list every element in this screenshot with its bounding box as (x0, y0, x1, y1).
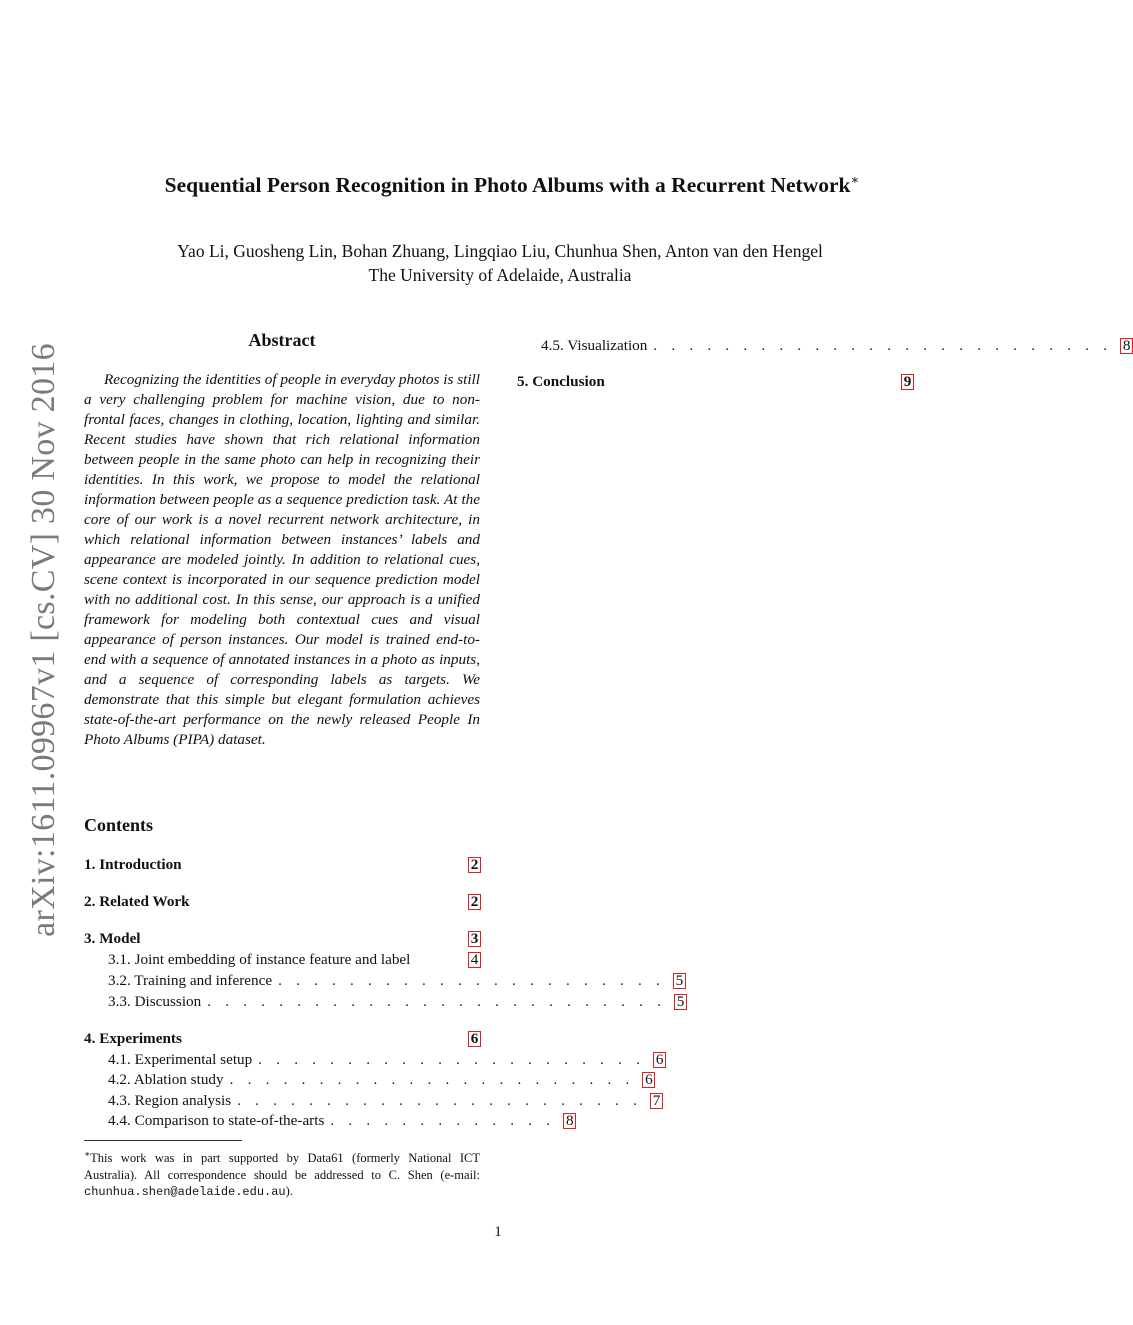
toc-page-link[interactable]: 2 (468, 894, 481, 910)
toc-entry-label: 3.3. Discussion (108, 993, 202, 1010)
toc-page-link[interactable]: 8 (563, 1113, 576, 1129)
toc-entry-label: 4. Experiments (84, 1030, 182, 1047)
paper-title (0, 172, 1024, 198)
footnote (84, 1146, 480, 1201)
toc-leader-dots: . . . . . . . . . . . . . . . . . . . . . . . . . . (207, 993, 667, 1010)
toc-page-link[interactable]: 3 (468, 931, 481, 947)
toc-entry[interactable] (84, 855, 481, 875)
toc-entry[interactable] (108, 971, 684, 991)
footnote-email-link[interactable]: chunhua.shen@adelaide.edu.au (84, 1185, 286, 1199)
toc-page-link[interactable]: 4 (468, 952, 481, 968)
toc-entry[interactable] (108, 1050, 664, 1070)
toc-entry[interactable] (108, 1070, 653, 1090)
toc-page-link[interactable]: 6 (468, 1031, 481, 1047)
toc-page-link[interactable]: 2 (468, 857, 481, 873)
toc-entry-label: 2. Related Work (84, 893, 190, 910)
toc-page-link[interactable]: 5 (673, 973, 686, 989)
toc-entry[interactable] (84, 929, 481, 949)
toc-leader-dots: . . . . . . . . . . . . . . . . . . . . . . (258, 1051, 646, 1068)
toc-entry[interactable] (517, 372, 914, 392)
toc-entry-label: 4.3. Region analysis (108, 1092, 232, 1109)
toc-entry-label: 5. Conclusion (517, 373, 605, 390)
footnote-divider (84, 1140, 242, 1141)
abstract-heading: Abstract (248, 330, 316, 350)
toc-page-link[interactable]: 6 (653, 1052, 666, 1068)
toc-entry-label: 3. Model (84, 930, 141, 947)
toc-entry-label: 1. Introduction (84, 856, 182, 873)
toc-page-link[interactable]: 9 (901, 374, 914, 390)
affiliation: The University of Adelaide, Australia (368, 265, 632, 285)
abstract-body: Recognizing the identities of people in everyday photos is still a very challenging problem for machine vision, due to non-frontal faces, changes in clothing, location, lighting and similar. Recent studies have shown that rich relational information between people in the same photo can help in recognizing their identities. In this work, we propose to model the relational information between people as a sequence prediction task. At the core of our work is a novel recurrent network architecture, in which relational information between instances’ labels and appearance are modeled jointly. In addition to relational cues, scene context is incorporated in our sequence prediction model with no additional cost. In this sense, our approach is a unified framework for modeling both contextual cues and visual appearance of person instances. Our model is trained end-to-end with a sequence of annotated instances in a photo as inputs, and a sequence of corresponding labels as targets. We demonstrate that this simple but elegant formulation achieves state-of-the-art performance on the newly released People In Photo Albums (PIPA) dataset. (84, 371, 480, 748)
toc-entry-label: 4.1. Experimental setup (108, 1051, 253, 1068)
toc-page-link[interactable]: 6 (642, 1072, 655, 1088)
footnote-text: This work was in part supported by Data61 (formerly National ICT Australia). All correspondence should be addressed to C. Shen (e-mail: (84, 1151, 480, 1182)
toc-entry[interactable] (108, 1111, 574, 1131)
title-footnote-marker[interactable]: ∗ (850, 172, 860, 187)
toc-entry[interactable] (84, 892, 481, 912)
author-list: Yao Li, Guosheng Lin, Bohan Zhuang, Lingqiao Liu, Chunhua Shen, Anton van den Hengel (177, 241, 823, 261)
toc-leader-dots: . . . . . . . . . . . . . (330, 1112, 556, 1129)
toc-entry-label: 4.4. Comparison to state-of-the-arts (108, 1112, 325, 1129)
footnote-suffix: ). (285, 1184, 293, 1198)
toc-entry[interactable] (541, 336, 1131, 356)
toc-entry[interactable] (108, 1091, 661, 1111)
toc-page-link[interactable]: 5 (674, 994, 687, 1010)
toc-entry[interactable] (108, 992, 685, 1012)
toc-entry-label: 4.2. Ablation study (108, 1071, 224, 1088)
abstract-section (84, 330, 480, 765)
paper-title-text: Sequential Person Recognition in Photo Albums with a Recurrent Network (164, 173, 851, 197)
toc-leader-dots: . . . . . . . . . . . . . . . . . . . . . . (278, 972, 665, 989)
page-number: 1 (494, 1224, 502, 1240)
toc-leader-dots: . . . . . . . . . . . . . . . . . . . . . . . (237, 1092, 643, 1109)
toc-entry-label: 3.2. Training and inference (108, 972, 273, 989)
toc-leader-dots: . . . . . . . . . . . . . . . . . . . . . . . . . . (653, 337, 1113, 354)
toc-entry[interactable] (84, 1029, 481, 1049)
toc-leader-dots: . . . . . . . . . . . . . . . . . . . . . . . (229, 1071, 635, 1088)
toc-page-link[interactable]: 7 (650, 1093, 663, 1109)
arxiv-stamp: arXiv:1611.09967v1 [cs.CV] 30 Nov 2016 (25, 343, 62, 937)
footnote-marker: ∗ (84, 1149, 91, 1159)
toc-entry-label: 3.1. Joint embedding of instance feature and label (108, 951, 411, 968)
toc-page-link[interactable]: 8 (1120, 338, 1133, 354)
contents-heading: Contents (84, 815, 154, 835)
toc-entry[interactable] (108, 950, 481, 970)
toc-entry-label: 4.5. Visualization (541, 337, 648, 354)
